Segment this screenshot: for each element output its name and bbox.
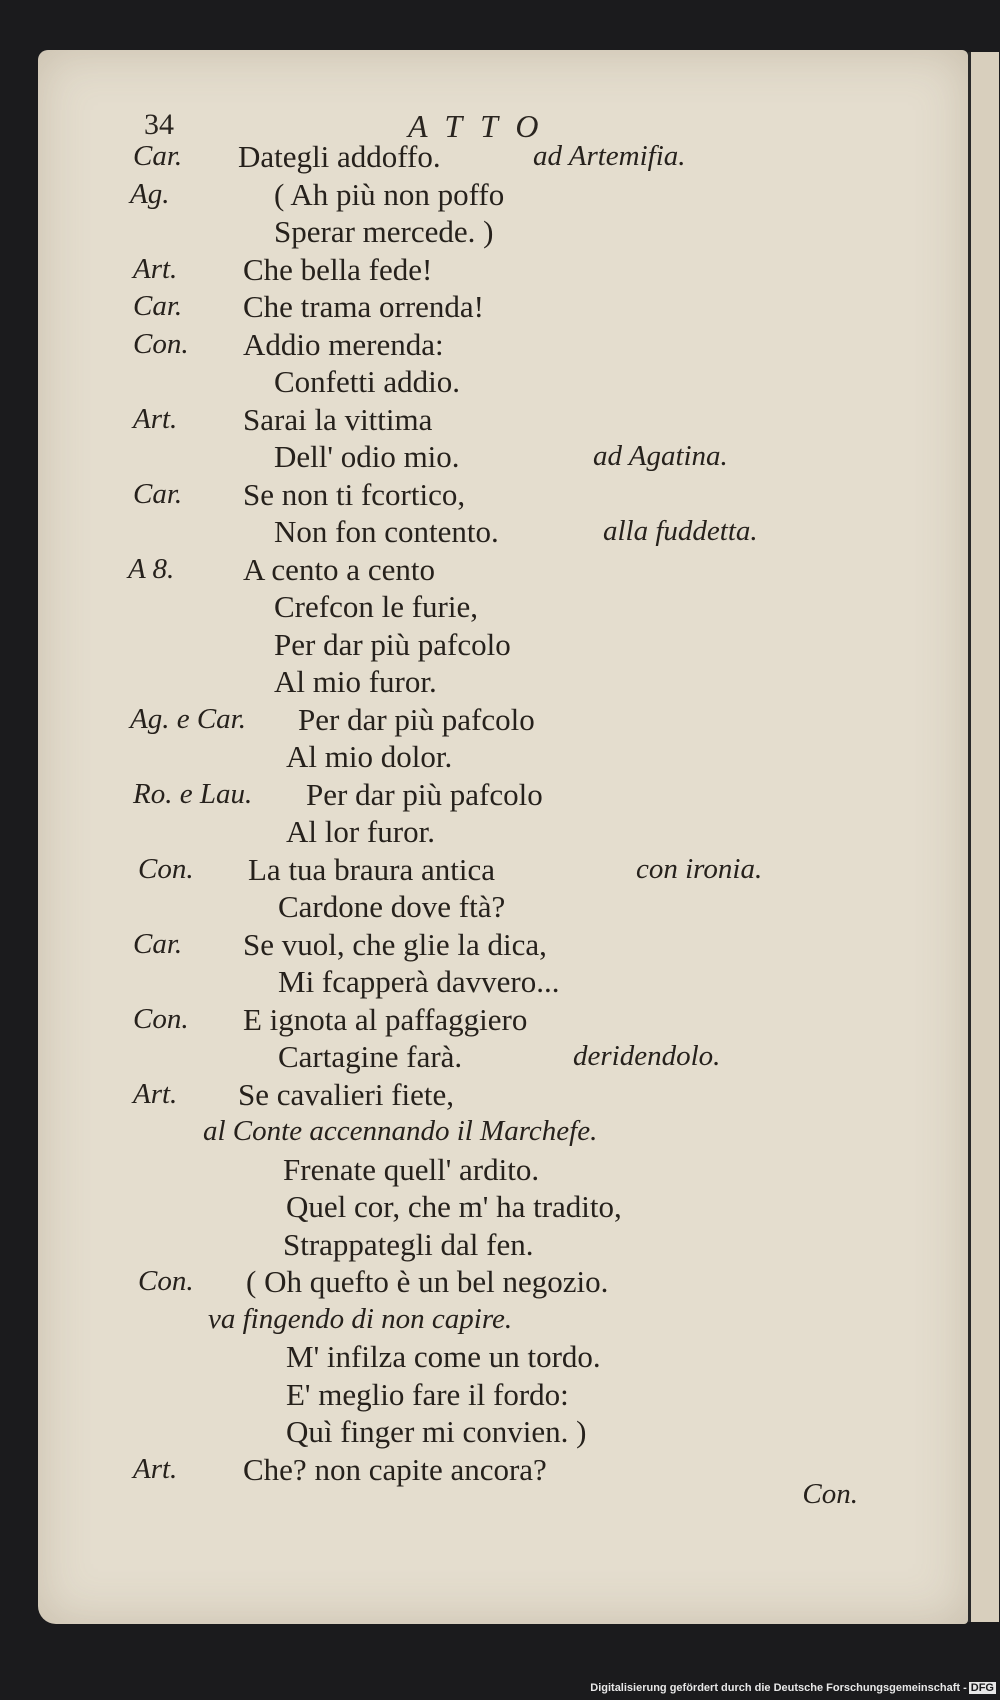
catchword: Con. xyxy=(802,1478,858,1510)
verse-text: Strappategli dal fen. xyxy=(283,1226,534,1262)
next-page-edge xyxy=(968,52,999,1622)
verse-text: Se non ti fcortico, xyxy=(243,476,466,512)
book-page xyxy=(38,50,968,1624)
speaker-name: Art. xyxy=(133,1077,178,1110)
speaker-name: Car. xyxy=(133,477,183,510)
speaker-name: Car. xyxy=(133,290,183,322)
script-line xyxy=(38,1151,968,1189)
verse-text: Addio merenda: xyxy=(243,326,444,362)
verse-text: Se cavalieri fiete, xyxy=(238,1076,455,1112)
script-line xyxy=(38,1076,968,1114)
verse-text: Al mio dolor. xyxy=(286,739,453,774)
script-line xyxy=(38,588,968,626)
script-line xyxy=(38,1113,968,1151)
script-line xyxy=(38,1338,968,1376)
stage-direction: va fingendo di non capire. xyxy=(208,1302,513,1335)
script-lines xyxy=(38,138,968,1488)
script-line xyxy=(38,363,968,401)
verse-text: E ignota al paffaggiero xyxy=(243,1001,528,1037)
verse-text: Al mio furor. xyxy=(274,664,437,699)
verse-text: Quì finger mi convien. ) xyxy=(286,1414,587,1449)
stage-direction: con ironia. xyxy=(636,852,763,885)
script-line xyxy=(38,288,968,326)
script-line xyxy=(38,176,968,214)
script-line xyxy=(38,626,968,664)
speaker-name: Con. xyxy=(138,1265,194,1297)
speaker-name: Con. xyxy=(138,852,194,885)
speaker-name: Car. xyxy=(133,140,183,172)
verse-text: Per dar più pafcolo xyxy=(298,701,535,737)
speaker-name: Con. xyxy=(133,1002,189,1035)
verse-text: Cardone dove ftà? xyxy=(278,889,506,924)
script-line xyxy=(38,513,968,551)
script-line xyxy=(38,213,968,251)
verse-text: Frenate quell' ardito. xyxy=(283,1151,540,1187)
script-line xyxy=(38,476,968,514)
verse-text: Confetti addio. xyxy=(274,364,460,399)
script-line xyxy=(38,963,968,1001)
script-line xyxy=(38,1376,968,1414)
verse-text: Sarai la vittima xyxy=(243,401,433,437)
stage-direction: ad Agatina. xyxy=(593,440,728,472)
script-line xyxy=(38,138,968,176)
verse-text: ( Ah più non poffo xyxy=(274,176,505,212)
speaker-name: Art. xyxy=(133,1452,178,1485)
script-line xyxy=(38,888,968,926)
script-line xyxy=(38,738,968,776)
verse-text: E' meglio fare il fordo: xyxy=(286,1376,569,1412)
verse-text: Cartagine farà. xyxy=(278,1039,463,1074)
stage-direction: ad Artemifia. xyxy=(533,140,686,172)
script-line xyxy=(38,251,968,289)
script-line xyxy=(38,438,968,476)
script-line xyxy=(38,401,968,439)
verse-text: Che bella fede! xyxy=(243,251,433,287)
footer-text: Digitalisierung gefördert durch die Deutsche Forschungsgemeinschaft - xyxy=(590,1682,967,1694)
verse-text: Al lor furor. xyxy=(286,814,435,849)
script-line xyxy=(38,1226,968,1264)
script-line xyxy=(38,1038,968,1076)
verse-text: Dategli addoffo. xyxy=(238,139,441,174)
speaker-name: Ro. e Lau. xyxy=(133,777,253,810)
stage-direction: al Conte accennando il Marchefe. xyxy=(203,1115,598,1147)
verse-text: Crefcon le furie, xyxy=(274,589,478,624)
speaker-name: Car. xyxy=(133,927,183,960)
speaker-name: Ag. e Car. xyxy=(130,702,246,735)
stage-direction: alla fuddetta. xyxy=(603,515,758,547)
verse-text: Dell' odio mio. xyxy=(274,439,460,474)
script-line xyxy=(38,926,968,964)
script-line xyxy=(38,813,968,851)
speaker-name: Art. xyxy=(133,252,178,285)
script-line xyxy=(38,1413,968,1451)
script-line xyxy=(38,851,968,889)
speaker-name: Con. xyxy=(133,327,189,360)
stage-direction: deridendolo. xyxy=(573,1040,721,1072)
verse-text: M' infilza come un tordo. xyxy=(286,1339,601,1374)
verse-text: Mi fcapperà davvero... xyxy=(278,964,560,999)
verse-text: Per dar più pafcolo xyxy=(306,776,543,812)
script-line xyxy=(38,1263,968,1301)
footer-credit xyxy=(590,1682,996,1694)
script-line xyxy=(38,551,968,589)
verse-text: Sperar mercede. ) xyxy=(274,214,494,249)
catchword-line xyxy=(38,1476,968,1514)
script-line xyxy=(38,663,968,701)
dfg-logo: DFG xyxy=(970,1682,994,1694)
speaker-name: A 8. xyxy=(128,552,175,585)
verse-text: A cento a cento xyxy=(243,551,435,587)
running-head: ATTO xyxy=(408,108,557,144)
script-line xyxy=(38,1188,968,1226)
script-line xyxy=(38,701,968,739)
verse-text: Che? non capite ancora? xyxy=(243,1451,547,1487)
script-line xyxy=(38,776,968,814)
verse-text: La tua braura antica xyxy=(248,851,495,887)
verse-text: ( Oh quefto è un bel negozio. xyxy=(246,1264,609,1299)
verse-text: Quel cor, che m' ha tradito, xyxy=(286,1189,622,1224)
verse-text: Se vuol, che glie la dica, xyxy=(243,926,547,962)
speaker-name: Ag. xyxy=(130,177,170,210)
speaker-name: Art. xyxy=(133,402,178,435)
verse-text: Non fon contento. xyxy=(274,514,499,549)
script-line xyxy=(38,1301,968,1339)
verse-text: Per dar più pafcolo xyxy=(274,626,511,662)
script-line xyxy=(38,326,968,364)
verse-text: Che trama orrenda! xyxy=(243,289,484,324)
script-line xyxy=(38,1001,968,1039)
page-number: 34 xyxy=(144,108,174,141)
